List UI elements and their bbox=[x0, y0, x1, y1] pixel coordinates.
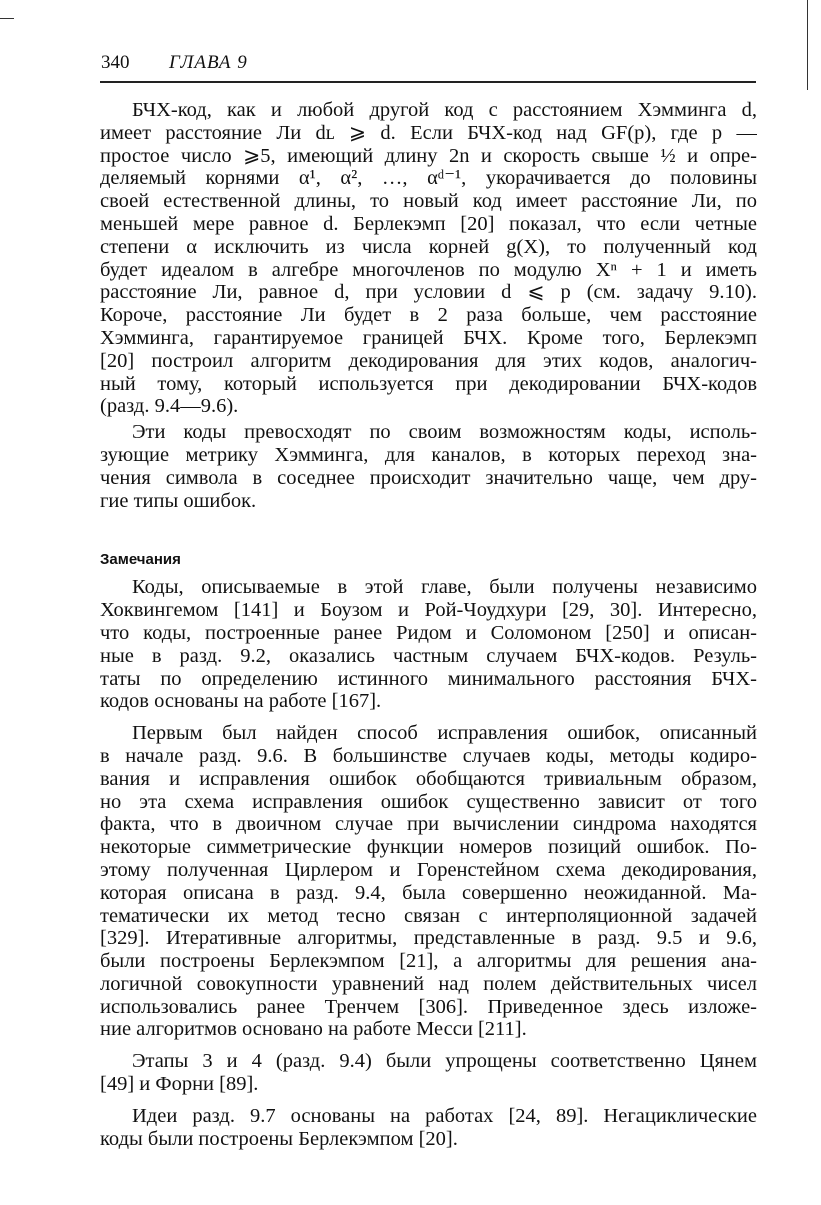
paragraph-lee-distance bbox=[100, 99, 757, 418]
text-line: степени α исключить из числа корней g(X), то полученный код bbox=[100, 235, 757, 258]
text-line: чения символа в соседнее происходит значительно чаще, чем дру- bbox=[100, 466, 757, 489]
text-line: Эти коды превосходят по своим возможностям коды, исполь- bbox=[132, 421, 757, 444]
text-line: Коды, описываемые в этой главе, были получены независимо bbox=[132, 576, 757, 599]
text-line: этому полученная Цирлером и Горенстейном схема декодирования, bbox=[100, 858, 757, 881]
text-line: таты по определению истинного минимального расстояния БЧХ- bbox=[100, 667, 757, 690]
scan-edge-mark bbox=[807, 0, 808, 90]
paragraph-notes-negacyclic bbox=[100, 1105, 757, 1151]
text-line: Первым был найден способ исправления ошибок, описанный bbox=[132, 722, 757, 745]
text-line: но эта схема исправления ошибок существенно зависит от того bbox=[100, 790, 757, 813]
text-line: гие типы ошибок. bbox=[100, 489, 257, 512]
text-line: ние алгоритмов основано на работе Месси [211]. bbox=[100, 1018, 527, 1041]
text-line: в начале разд. 9.6. В большинстве случаев коды, методы кодиро- bbox=[100, 744, 757, 767]
text-line: использовались ранее Тренчем [306]. Приведенное здесь изложе- bbox=[100, 995, 757, 1018]
paragraph-notes-origin bbox=[100, 576, 757, 713]
text-line: будет идеалом в алгебре многочленов по модулю Xⁿ + 1 и иметь bbox=[100, 258, 757, 281]
paragraph-code-advantages bbox=[100, 421, 757, 512]
running-header bbox=[101, 52, 756, 76]
text-line: факта, что в двоичном случае при вычислении синдрома находятся bbox=[100, 813, 757, 836]
text-line: Хоквингемом [141] и Боузом и Рой-Чоудхури [29, 30]. Интересно, bbox=[100, 599, 757, 622]
text-line: [49] и Форни [89]. bbox=[100, 1073, 259, 1096]
text-line: [20] построил алгоритм декодирования для этих кодов, аналогич- bbox=[100, 349, 757, 372]
text-line: имеет расстояние Ли dʟ ⩾ d. Если БЧХ-код над GF(p), где p — bbox=[100, 121, 757, 144]
header-rule bbox=[100, 81, 756, 83]
text-line: кодов основаны на работе [167]. bbox=[100, 690, 382, 713]
text-line: БЧХ-код, как и любой другой код с расстоянием Хэмминга d, bbox=[132, 99, 757, 121]
text-line: тематически их метод тесно связан с интерполяционной задачей bbox=[100, 904, 757, 927]
paragraph-notes-steps bbox=[100, 1050, 757, 1096]
text-line: вания и исправления ошибок обобщаются тривиальным образом, bbox=[100, 767, 757, 790]
section-heading: Замечания bbox=[100, 551, 181, 569]
text-line: [329]. Итеративные алгоритмы, представленные в разд. 9.5 и 9.6, bbox=[100, 927, 757, 950]
chapter-title: ГЛАВА 9 bbox=[169, 52, 248, 73]
text-line: зующие метрику Хэмминга, для каналов, в которых переход зна- bbox=[100, 443, 757, 466]
text-line: которая описана в разд. 9.4, была совершенно неожиданной. Ма- bbox=[100, 881, 757, 904]
text-line: были построены Берлекэмпом [21], а алгоритмы для решения ана- bbox=[100, 950, 757, 973]
text-line: Этапы 3 и 4 (разд. 9.4) были упрощены соответственно Цянем bbox=[132, 1050, 757, 1073]
text-line: Хэмминга, гарантируемое границей БЧХ. Кроме того, Берлекэмп bbox=[100, 326, 757, 349]
text-line: коды были построены Берлекэмпом [20]. bbox=[100, 1127, 458, 1150]
text-line: что коды, построенные ранее Ридом и Соломоном [250] и описан- bbox=[100, 621, 757, 644]
text-line: логичной совокупности уравнений над полем действительных чисел bbox=[100, 972, 757, 995]
scan-edge-mark bbox=[0, 18, 14, 19]
text-line: меньшей мере равное d. Берлекэмп [20] показал, что если четные bbox=[100, 212, 757, 235]
text-line: Идеи разд. 9.7 основаны на работах [24, 89]. Негациклические bbox=[132, 1104, 757, 1127]
text-line: Короче, расстояние Ли будет в 2 раза больше, чем расстояние bbox=[100, 304, 757, 327]
text-line: (разд. 9.4—9.6). bbox=[100, 395, 239, 418]
text-line: расстояние Ли, равное d, при условии d ⩽ p (см. задачу 9.10). bbox=[100, 281, 757, 304]
text-line: ный тому, который используется при декодировании БЧХ-кодов bbox=[100, 372, 757, 395]
page-number: 340 bbox=[101, 52, 130, 73]
text-line: простое число ⩾5, имеющий длину 2n и скорость свыше ½ и опре- bbox=[100, 144, 757, 167]
page-body bbox=[100, 99, 757, 1150]
paragraph-notes-decoding bbox=[100, 722, 757, 1041]
text-line: своей естественной длины, то новый код имеет расстояние Ли, по bbox=[100, 190, 757, 213]
text-line: некоторые симметрические функции номеров позиций ошибок. По- bbox=[100, 836, 757, 859]
text-line: деляемый корнями α¹, α², …, αᵈ⁻¹, укорачивается до половины bbox=[100, 167, 757, 190]
text-line: ные в разд. 9.2, оказались частным случаем БЧХ-кодов. Резуль- bbox=[100, 644, 757, 667]
